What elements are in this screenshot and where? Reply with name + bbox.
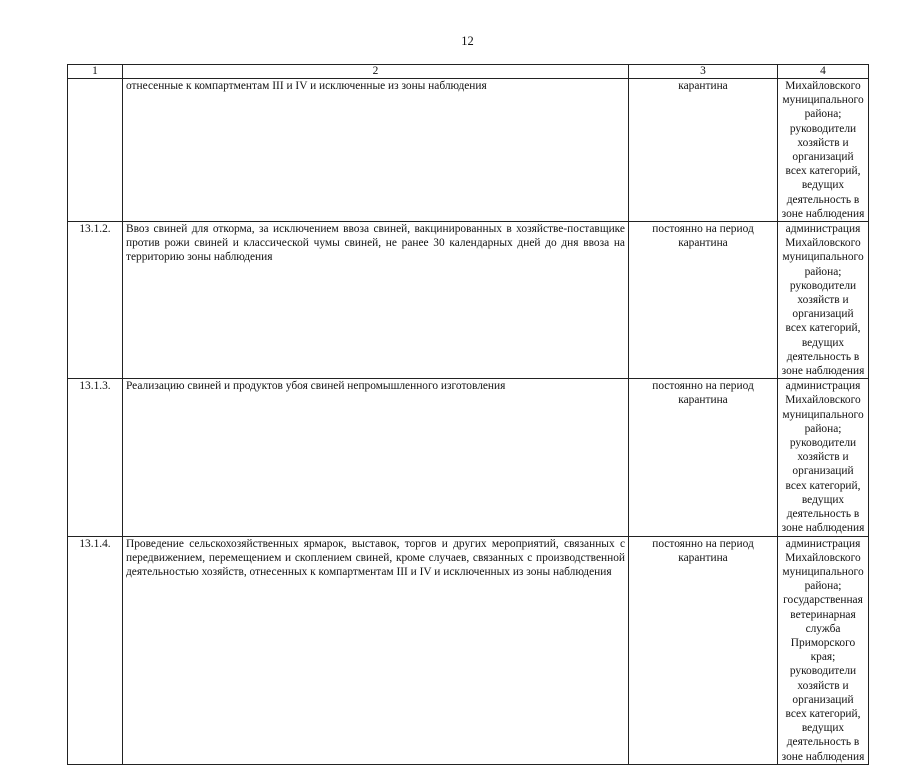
responsible-text: Михайловского муниципального района; руководители хозяйств и организаций всех категорий, ведущих деятельность в зоне наблюдения <box>778 79 869 222</box>
row-number <box>68 79 123 222</box>
responsible-text: администрация Михайловского муниципального района; государственная ветеринарная служба Приморского края; руководители хозяйств и организаций всех категорий, ведущих деятельность в зоне наблюдения <box>778 536 869 764</box>
measure-text: отнесенные к компартментам III и IV и исключенные из зоны наблюдения <box>123 79 629 222</box>
page-number: 12 <box>461 34 474 48</box>
measures-table <box>67 64 869 765</box>
column-header: 2 <box>123 65 629 79</box>
measure-text: Ввоз свиней для откорма, за исключением ввоза свиней, вакцинированных в хозяйстве-поставщике против рожи свиней и классической чумы свиней, не ранее 30 календарных дней до дня ввоза на территорию зоны наблюдения <box>123 222 629 379</box>
responsible-text: администрация Михайловского муниципального района; руководители хозяйств и организаций всех категорий, ведущих деятельность в зоне наблюдения <box>778 222 869 379</box>
responsible-text: администрация Михайловского муниципального района; руководители хозяйств и организаций всех категорий, ведущих деятельность в зоне наблюдения <box>778 379 869 536</box>
table-row <box>68 79 869 222</box>
column-header: 3 <box>629 65 778 79</box>
table-row <box>68 222 869 379</box>
period-text: карантина <box>629 79 778 222</box>
table-row <box>68 536 869 764</box>
period-text: постоянно на период карантина <box>629 222 778 379</box>
row-number: 13.1.3. <box>68 379 123 536</box>
period-text: постоянно на период карантина <box>629 536 778 764</box>
table-header-row <box>68 65 869 79</box>
row-number: 13.1.2. <box>68 222 123 379</box>
measure-text: Проведение сельскохозяйственных ярмарок, выставок, торгов и других мероприятий, связанных с передвижением, перемещением и скоплением свиней, кроме случаев, связанных с производственной деятельностью хозяйств, отнесенных к компартментам III и IV и исключенных из зоны наблюдения <box>123 536 629 764</box>
column-header: 1 <box>68 65 123 79</box>
period-text: постоянно на период карантина <box>629 379 778 536</box>
column-header: 4 <box>778 65 869 79</box>
table-row <box>68 379 869 536</box>
measure-text: Реализацию свиней и продуктов убоя свиней непромышленного изготовления <box>123 379 629 536</box>
row-number: 13.1.4. <box>68 536 123 764</box>
